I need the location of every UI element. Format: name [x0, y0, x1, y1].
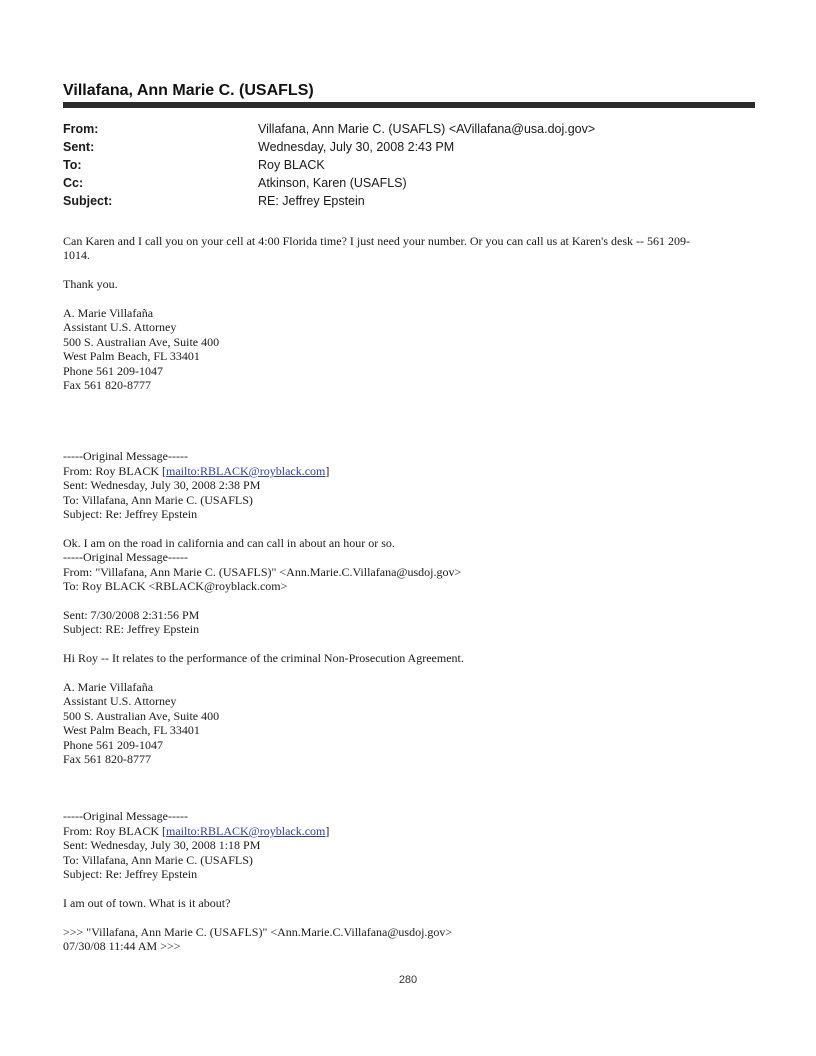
email-body — [63, 234, 753, 954]
original-message-1 — [63, 449, 753, 550]
quote-line: 07/30/08 11:44 AM >>> — [63, 939, 181, 954]
message-line: Can Karen and I call you on your cell at 4:00 Florida time? I just need your number. Or you can call us at Karen's desk -- 561 209- — [63, 234, 690, 248]
signature-title: Assistant U.S. Attorney — [63, 694, 177, 709]
mailto-link[interactable]: mailto:RBLACK@royblack.com — [166, 463, 326, 478]
orig-body-line: Ok. I am on the road in california and can call in about an hour or so. — [63, 535, 395, 550]
header-rule — [63, 102, 755, 108]
signature-block — [63, 306, 753, 392]
original-message-marker: -----Original Message----- — [63, 809, 188, 824]
header-values — [258, 120, 595, 210]
original-message-marker: -----Original Message----- — [63, 449, 188, 464]
thanks-line: Thank you. — [63, 277, 118, 292]
orig-sent-line: Sent: Wednesday, July 30, 2008 1:18 PM — [63, 838, 261, 853]
signature-name: A. Marie Villafaña — [63, 679, 154, 694]
original-message-2 — [63, 550, 753, 680]
signature-title: Assistant U.S. Attorney — [63, 320, 177, 335]
original-message-marker: -----Original Message----- — [63, 550, 188, 565]
orig-subject-line: Subject: RE: Jeffrey Epstein — [63, 622, 200, 637]
to-label: To: — [63, 158, 82, 172]
subject-value: RE: Jeffrey Epstein — [258, 194, 365, 208]
signature-phone: Phone 561 209-1047 — [63, 737, 163, 752]
orig-to-line: To: Villafana, Ann Marie C. (USAFLS) — [63, 852, 253, 867]
signature-name: A. Marie Villafaña — [63, 306, 154, 320]
cc-value: Atkinson, Karen (USAFLS) — [258, 176, 407, 190]
signature-address2: West Palm Beach, FL 33401 — [63, 349, 200, 364]
orig-from-line: From: Roy BLACK [mailto:RBLACK@royblack.com] — [63, 463, 330, 478]
orig-sent-line: Sent: 7/30/2008 2:31:56 PM — [63, 607, 200, 622]
from-label: From: — [63, 122, 99, 136]
quote-line: >>> "Villafana, Ann Marie C. (USAFLS)" <Ann.Marie.C.Villafana@usdoj.gov> — [63, 924, 453, 939]
orig-from-line: From: Roy BLACK [mailto:RBLACK@royblack.com] — [63, 823, 330, 838]
cc-label: Cc: — [63, 176, 84, 190]
orig-body-line: I am out of town. What is it about? — [63, 895, 231, 910]
header-labels — [63, 120, 112, 210]
signature-fax: Fax 561 820-8777 — [63, 378, 151, 393]
from-value: Villafana, Ann Marie C. (USAFLS) <AVillafana@usa.doj.gov> — [258, 122, 596, 136]
sent-value: Wednesday, July 30, 2008 2:43 PM — [258, 140, 455, 154]
orig-subject-line: Subject: Re: Jeffrey Epstein — [63, 867, 198, 882]
sent-label: Sent: — [63, 140, 95, 154]
to-value: Roy BLACK — [258, 158, 325, 172]
signature-block — [63, 680, 753, 766]
page-number: 280 — [398, 974, 418, 986]
orig-from-line: From: "Villafana, Ann Marie C. (USAFLS)" <Ann.Marie.C.Villafana@usdoj.gov> — [63, 564, 462, 579]
signature-address1: 500 S. Australian Ave, Suite 400 — [63, 708, 220, 723]
orig-to-line: To: Roy BLACK <RBLACK@royblack.com> — [63, 579, 288, 594]
subject-label: Subject: — [63, 194, 113, 208]
mailto-link[interactable]: mailto:RBLACK@royblack.com — [166, 823, 326, 838]
original-message-3 — [63, 809, 753, 953]
orig-subject-line: Subject: Re: Jeffrey Epstein — [63, 507, 198, 522]
orig-body-line: Hi Roy -- It relates to the performance of the criminal Non-Prosecution Agreement. — [63, 651, 464, 666]
signature-address2: West Palm Beach, FL 33401 — [63, 723, 200, 738]
signature-address1: 500 S. Australian Ave, Suite 400 — [63, 334, 220, 349]
signature-fax: Fax 561 820-8777 — [63, 751, 151, 766]
message-line: 1014. — [63, 248, 90, 263]
sender-name-heading: Villafana, Ann Marie C. (USAFLS) — [63, 82, 314, 99]
signature-phone: Phone 561 209-1047 — [63, 363, 163, 378]
orig-sent-line: Sent: Wednesday, July 30, 2008 2:38 PM — [63, 478, 261, 493]
orig-to-line: To: Villafana, Ann Marie C. (USAFLS) — [63, 492, 253, 507]
